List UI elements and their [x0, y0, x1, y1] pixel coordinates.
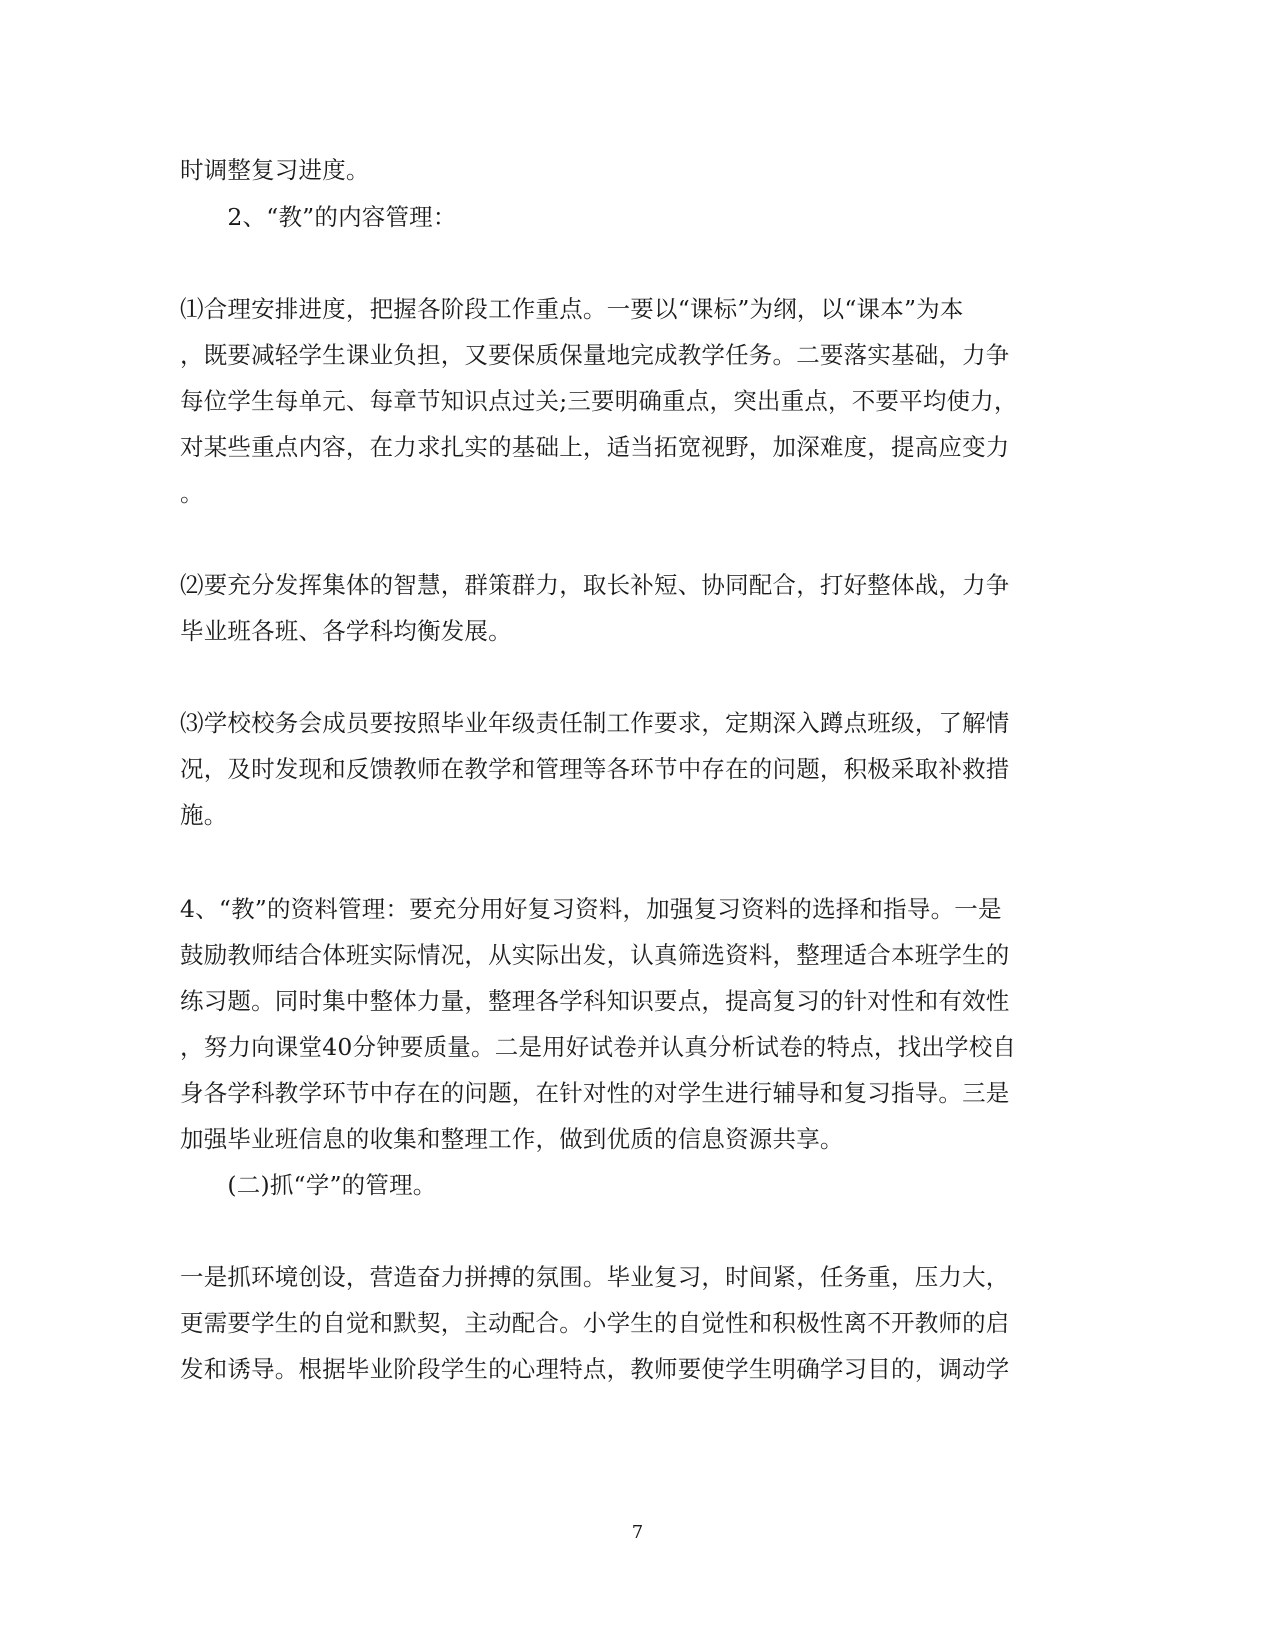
text-line: 加强毕业班信息的收集和整理工作，做到优质的信息资源共享。 [180, 1125, 844, 1153]
text-line: 鼓励教师结合体班实际情况，从实际出发，认真筛选资料，整理适合本班学生的 [180, 941, 1010, 969]
text-line: ⑶学校校务会成员要按照毕业年级责任制工作要求，定期深入蹲点班级，了解情 [180, 709, 1010, 737]
section-heading: (二)抓“学”的管理。 [180, 1171, 437, 1199]
page-number: 7 [631, 1522, 644, 1543]
text-line: 发和诱导。根据毕业阶段学生的心理特点，教师要使学生明确学习目的，调动学 [180, 1355, 1010, 1383]
text-line: 。 [180, 479, 204, 507]
text-line: ，既要减轻学生课业负担，又要保质保量地完成教学任务。二要落实基础，力争 [180, 341, 1010, 369]
text-line: 一是抓环境创设，营造奋力拼搏的氛围。毕业复习，时间紧，任务重，压力大， [180, 1263, 1010, 1291]
text-line: 况，及时发现和反馈教师在教学和管理等各环节中存在的问题，积极采取补救措 [180, 755, 1010, 783]
text-line: ⑵要充分发挥集体的智慧，群策群力，取长补短、协同配合，打好整体战，力争 [180, 571, 1010, 599]
text-line: 每位学生每单元、每章节知识点过关;三要明确重点，突出重点，不要平均使力， [180, 387, 1018, 415]
text-line: 时调整复习进度。 [180, 156, 370, 184]
text-line: ⑴合理安排进度，把握各阶段工作重点。一要以“课标”为纲，以“课本”为本 [180, 295, 964, 323]
text-line: ，努力向课堂40分钟要质量。二是用好试卷并认真分析试卷的特点，找出学校自 [180, 1033, 1017, 1061]
text-line: 4、“教”的资料管理：要充分用好复习资料，加强复习资料的选择和指导。一是 [180, 895, 1002, 923]
text-line: 更需要学生的自觉和默契，主动配合。小学生的自觉性和积极性离不开教师的启 [180, 1309, 1010, 1337]
text-line: 身各学科教学环节中存在的问题，在针对性的对学生进行辅导和复习指导。三是 [180, 1079, 1010, 1107]
text-line: 练习题。同时集中整体力量，整理各学科知识要点，提高复习的针对性和有效性 [180, 987, 1010, 1015]
text-line: 对某些重点内容，在力求扎实的基础上，适当拓宽视野，加深难度，提高应变力 [180, 433, 1010, 461]
text-line: 毕业班各班、各学科均衡发展。 [180, 617, 512, 645]
section-heading: 2、“教”的内容管理： [180, 203, 457, 231]
text-line: 施。 [180, 801, 228, 829]
